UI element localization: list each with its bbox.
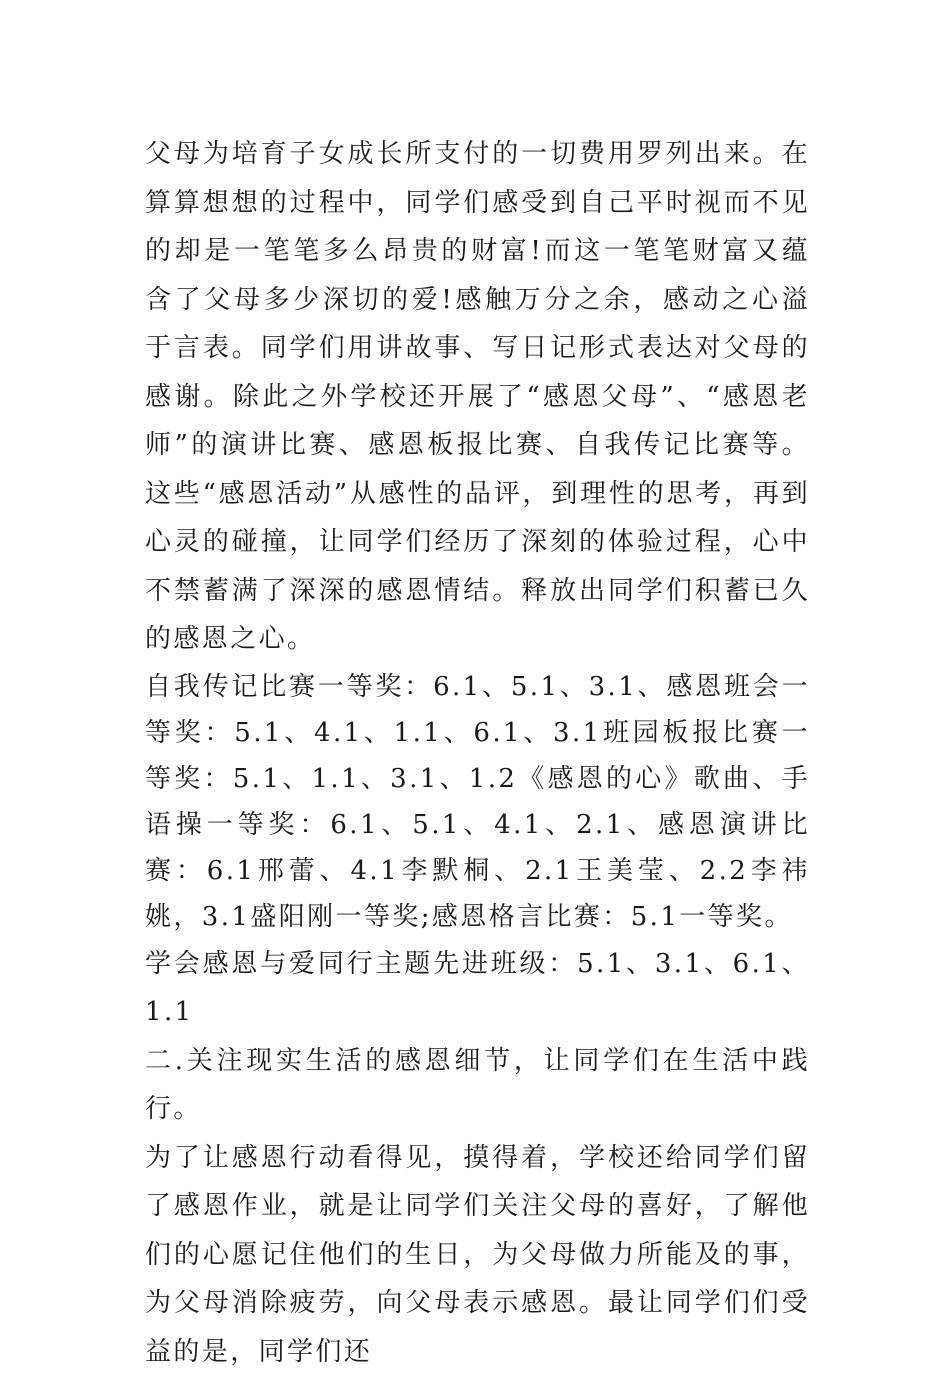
paragraph-gratitude-activities: 父母为培育子女成长所支付的一切费用罗列出来。在算算想想的过程中，同学们感受到自己平时视而不见的却是一笔笔多么昂贵的财富!而这一笔笔财富又蕴含了父母多少深切的爱!感触万分之余，感动之心溢于言表。同学们用讲故事、写日记形式表达对父母的感谢。除此之外学校还开展了“感恩父母”、“感恩老师”的演讲比赛、感恩板报比赛、自我传记比赛等。这些“感恩活动”从感性的品评，到理性的思考，再到心灵的碰撞，让同学们经历了深刻的体验过程，心中不禁蓄满了深深的感恩情结。释放出同学们积蓄已久的感恩之心。 [145,130,810,664]
paragraph-gratitude-homework: 为了让感恩行动看得见，摸得着，学校还给同学们留了感恩作业，就是让同学们关注父母的喜好，了解他们的心愿记住他们的生日，为父母做力所能及的事，为父母消除疲劳，向父母表示感恩。最让同学们们受益的是，同学们还 [145,1134,810,1376]
document-page [145,130,810,1376]
paragraph-advanced-classes: 学会感恩与爱同行主题先进班级：5.1、3.1、6.1、1.1 [145,940,810,1037]
section-heading-two: 二.关注现实生活的感恩细节，让同学们在生活中践行。 [145,1037,810,1134]
paragraph-award-list: 自我传记比赛一等奖：6.1、5.1、3.1、感恩班会一等奖：5.1、4.1、1.1、6.1、3.1班园板报比赛一等奖：5.1、1.1、3.1、1.2《感恩的心》歌曲、手语操一等奖：6.1、5.1、4.1、2.1、感恩演讲比赛：6.1邢蕾、4.1李默桐、2.1王美莹、2.2李祎姚，3.1盛阳刚一等奖;感恩格言比赛：5.1一等奖。 [145,664,810,940]
